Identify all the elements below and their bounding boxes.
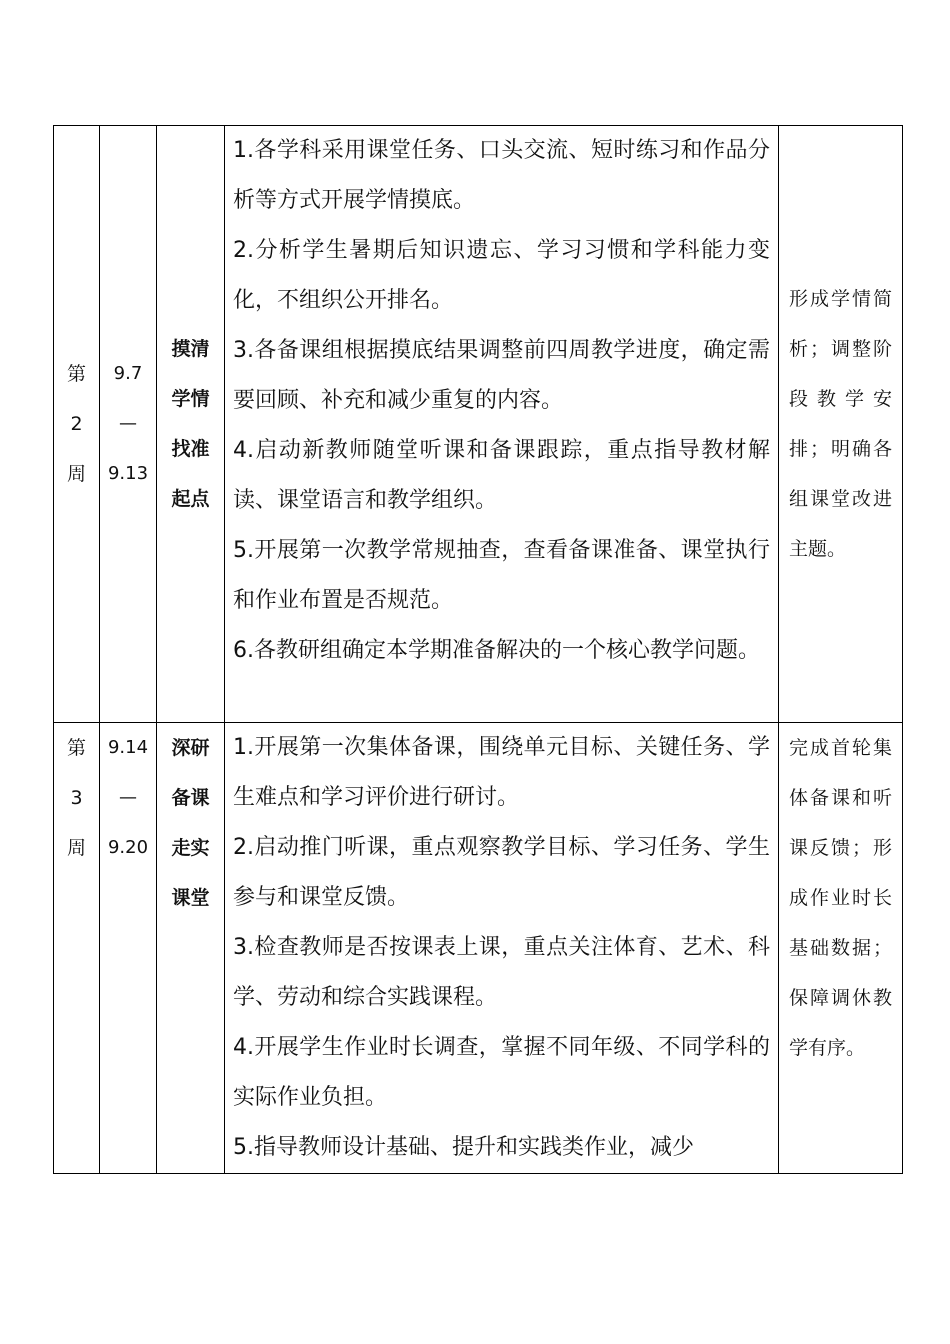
week-cell: [54, 723, 100, 1174]
theme-cell: [157, 723, 225, 1174]
task-item: 6.各教研组确定本学期准备解决的一个核心教学问题。: [233, 638, 760, 663]
outcome-text: 形成学情简析；调整阶段教学安排；明确各组课堂改进主题。: [789, 288, 892, 560]
date-end: 9.20: [107, 837, 149, 858]
theme-line: 课堂: [171, 887, 210, 909]
week-number: 3: [70, 787, 83, 809]
outcome-cell: [779, 126, 903, 723]
week-cell: [54, 126, 100, 723]
task-item: 4.启动新教师随堂听课和备课跟踪，重点指导教材解读、课堂语言和教学组织。: [233, 438, 770, 513]
outcome-text: 完成首轮集体备课和听课反馈；形成作业时长基础数据；保障调休教学有序。: [789, 737, 892, 1059]
task-item: 2.启动推门听课，重点观察教学目标、学习任务、学生参与和课堂反馈。: [233, 835, 770, 910]
week-char: 第: [66, 737, 86, 759]
task-item: 4.开展学生作业时长调查，掌握不同年级、不同学科的实际作业负担。: [233, 1035, 770, 1110]
theme-line: 找准: [171, 438, 210, 460]
task-item: 1.各学科采用课堂任务、口头交流、短时练习和作品分析等方式开展学情摸底。: [233, 138, 770, 213]
week-char: 周: [66, 837, 86, 859]
task-item: 1.开展第一次集体备课，围绕单元目标、关键任务、学生难点和学习评价进行研讨。: [233, 735, 770, 810]
task-item: 5.指导教师设计基础、提升和实践类作业，减少: [233, 1135, 694, 1160]
date-start: 9.7: [113, 363, 143, 384]
task-item: 3.检查教师是否按课表上课，重点关注体育、艺术、科学、劳动和综合实践课程。: [233, 935, 770, 1010]
task-item: 2.分析学生暑期后知识遗忘、学习习惯和学科能力变化，不组织公开排名。: [233, 238, 770, 313]
theme-line: 备课: [171, 787, 210, 809]
week-char: 周: [66, 463, 86, 485]
schedule-table: [53, 125, 903, 1174]
date-start: 9.14: [107, 737, 149, 758]
tasks-cell: [225, 126, 779, 723]
week-char: 第: [66, 363, 86, 385]
date-dash: —: [119, 787, 137, 808]
week-number: 2: [70, 413, 83, 435]
table-row-week-3: [54, 723, 903, 1174]
tasks-cell: [225, 723, 779, 1174]
date-cell: [100, 126, 157, 723]
task-item: 5.开展第一次教学常规抽查，查看备课准备、课堂执行和作业布置是否规范。: [233, 538, 770, 613]
date-cell: [100, 723, 157, 1174]
theme-cell: [157, 126, 225, 723]
theme-line: 深研: [171, 737, 210, 759]
table-row-week-2: [54, 126, 903, 723]
theme-line: 走实: [171, 837, 210, 859]
theme-line: 学情: [171, 388, 210, 410]
theme-line: 起点: [171, 488, 210, 510]
date-dash: —: [119, 413, 137, 434]
outcome-cell: [779, 723, 903, 1174]
theme-line: 摸清: [171, 338, 210, 360]
date-end: 9.13: [107, 463, 149, 484]
task-item: 3.各备课组根据摸底结果调整前四周教学进度，确定需要回顾、补充和减少重复的内容。: [233, 338, 770, 413]
